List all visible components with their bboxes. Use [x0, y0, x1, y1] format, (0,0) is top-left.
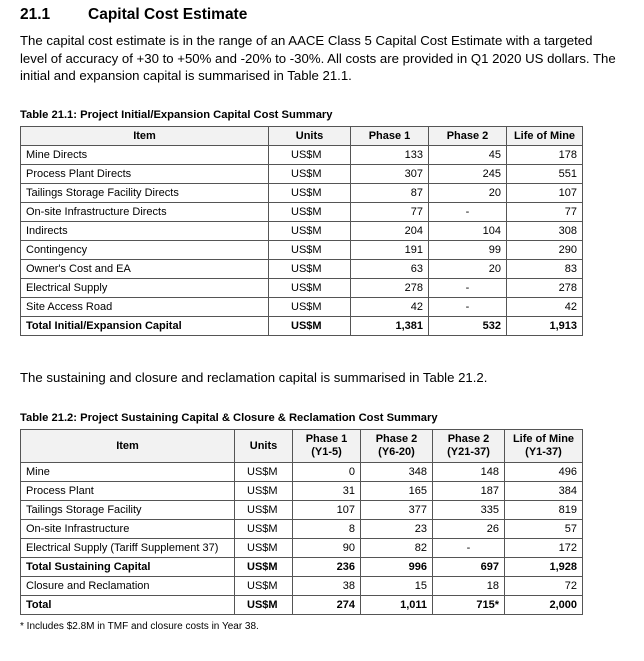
col-header-phase2-early	[361, 430, 433, 463]
table-row	[21, 520, 583, 539]
phase2-early-cell: 348	[361, 463, 433, 482]
col-header-life-of-mine	[505, 430, 583, 463]
phase1-cell: 133	[351, 146, 429, 165]
table-row	[21, 482, 583, 501]
header-line: Life of Mine	[512, 433, 575, 445]
col-header-units: Units	[235, 430, 293, 463]
life-of-mine-cell: 172	[505, 539, 583, 558]
phase2-cell: 532	[429, 317, 507, 336]
life-of-mine-cell: 496	[505, 463, 583, 482]
phase1-cell: 87	[351, 184, 429, 203]
life-of-mine-cell: 290	[507, 241, 583, 260]
life-of-mine-cell: 178	[507, 146, 583, 165]
life-of-mine-cell: 1,913	[507, 317, 583, 336]
phase1-cell: 191	[351, 241, 429, 260]
phase1-cell: 31	[293, 482, 361, 501]
header-line: (Y21-37)	[447, 446, 490, 458]
life-of-mine-cell: 42	[507, 298, 583, 317]
table-row	[21, 317, 583, 336]
units-cell: US$M	[235, 501, 293, 520]
sustaining-paragraph: The sustaining and closure and reclamation capital is summarised in Table 21.2.	[20, 370, 488, 385]
table-row	[21, 539, 583, 558]
phase1-cell: 1,381	[351, 317, 429, 336]
life-of-mine-cell: 308	[507, 222, 583, 241]
item-cell: Process Plant Directs	[21, 165, 269, 184]
table-row	[21, 596, 583, 615]
phase1-cell: 278	[351, 279, 429, 298]
item-cell: Mine	[21, 463, 235, 482]
phase1-cell: 38	[293, 577, 361, 596]
life-of-mine-cell: 57	[505, 520, 583, 539]
table-row	[21, 222, 583, 241]
life-of-mine-cell: 551	[507, 165, 583, 184]
units-cell: US$M	[269, 317, 351, 336]
item-cell: Process Plant	[21, 482, 235, 501]
units-cell: US$M	[235, 539, 293, 558]
life-of-mine-cell: 1,928	[505, 558, 583, 577]
phase2-cell: 99	[429, 241, 507, 260]
table-row	[21, 463, 583, 482]
phase2-cell: -	[429, 298, 507, 317]
units-cell: US$M	[235, 577, 293, 596]
phase2-late-cell: -	[433, 539, 505, 558]
units-cell: US$M	[269, 165, 351, 184]
units-cell: US$M	[269, 222, 351, 241]
phase1-cell: 8	[293, 520, 361, 539]
col-header-life-of-mine: Life of Mine	[507, 127, 583, 146]
item-cell: On-site Infrastructure Directs	[21, 203, 269, 222]
units-cell: US$M	[235, 463, 293, 482]
units-cell: US$M	[235, 596, 293, 615]
item-cell: Mine Directs	[21, 146, 269, 165]
item-cell: Indirects	[21, 222, 269, 241]
life-of-mine-cell: 2,000	[505, 596, 583, 615]
life-of-mine-cell: 384	[505, 482, 583, 501]
life-of-mine-cell: 278	[507, 279, 583, 298]
phase2-late-cell: 187	[433, 482, 505, 501]
life-of-mine-cell: 72	[505, 577, 583, 596]
table2-body	[21, 463, 583, 615]
item-cell: Contingency	[21, 241, 269, 260]
table-row	[21, 241, 583, 260]
life-of-mine-cell: 77	[507, 203, 583, 222]
table-row	[21, 558, 583, 577]
phase2-late-cell: 715*	[433, 596, 505, 615]
header-line: Phase 2	[375, 433, 418, 445]
phase2-early-cell: 82	[361, 539, 433, 558]
sustaining-capital-table	[20, 429, 583, 615]
phase2-early-cell: 23	[361, 520, 433, 539]
units-cell: US$M	[235, 520, 293, 539]
section-title: Capital Cost Estimate	[88, 6, 248, 23]
phase1-cell: 204	[351, 222, 429, 241]
phase2-cell: 20	[429, 184, 507, 203]
item-cell: Electrical Supply	[21, 279, 269, 298]
table-row	[21, 203, 583, 222]
phase2-early-cell: 377	[361, 501, 433, 520]
item-cell: Owner's Cost and EA	[21, 260, 269, 279]
header-line: (Y1-37)	[525, 446, 562, 458]
table-row	[21, 146, 583, 165]
table-row	[21, 298, 583, 317]
phase2-early-cell: 996	[361, 558, 433, 577]
item-cell: On-site Infrastructure	[21, 520, 235, 539]
section-number: 21.1	[20, 6, 51, 23]
phase2-late-cell: 697	[433, 558, 505, 577]
phase1-cell: 236	[293, 558, 361, 577]
item-cell: Tailings Storage Facility	[21, 501, 235, 520]
phase2-late-cell: 18	[433, 577, 505, 596]
item-cell: Closure and Reclamation	[21, 577, 235, 596]
table-header-row	[21, 430, 583, 463]
phase1-cell: 274	[293, 596, 361, 615]
phase2-cell: -	[429, 279, 507, 298]
phase1-cell: 90	[293, 539, 361, 558]
table-row	[21, 501, 583, 520]
item-cell: Site Access Road	[21, 298, 269, 317]
units-cell: US$M	[269, 184, 351, 203]
intro-paragraph: The capital cost estimate is in the range of an AACE Class 5 Capital Cost Estimate with a targeted level of accuracy of +30 to +50% and -20% to -30%. All costs are provided in Q1 2020 US dollars. The initial and expansion capital is summarised in Table 21.1.	[20, 33, 616, 83]
item-cell: Total	[21, 596, 235, 615]
phase2-cell: 45	[429, 146, 507, 165]
phase1-cell: 107	[293, 501, 361, 520]
col-header-phase1	[293, 430, 361, 463]
col-header-item: Item	[21, 430, 235, 463]
footnote: * Includes $2.8M in TMF and closure costs in Year 38.	[20, 621, 259, 632]
table-header-row	[21, 127, 583, 146]
units-cell: US$M	[235, 558, 293, 577]
units-cell: US$M	[269, 146, 351, 165]
phase2-late-cell: 148	[433, 463, 505, 482]
table-row	[21, 184, 583, 203]
phase2-late-cell: 335	[433, 501, 505, 520]
life-of-mine-cell: 819	[505, 501, 583, 520]
units-cell: US$M	[269, 260, 351, 279]
item-cell: Total Initial/Expansion Capital	[21, 317, 269, 336]
phase2-cell: 245	[429, 165, 507, 184]
units-cell: US$M	[269, 298, 351, 317]
col-header-phase1: Phase 1	[351, 127, 429, 146]
phase2-cell: 104	[429, 222, 507, 241]
item-cell: Tailings Storage Facility Directs	[21, 184, 269, 203]
phase2-early-cell: 15	[361, 577, 433, 596]
col-header-item: Item	[21, 127, 269, 146]
table1-body	[21, 146, 583, 336]
table-row	[21, 165, 583, 184]
units-cell: US$M	[269, 279, 351, 298]
phase2-early-cell: 1,011	[361, 596, 433, 615]
units-cell: US$M	[235, 482, 293, 501]
phase1-cell: 0	[293, 463, 361, 482]
units-cell: US$M	[269, 203, 351, 222]
life-of-mine-cell: 107	[507, 184, 583, 203]
life-of-mine-cell: 83	[507, 260, 583, 279]
phase1-cell: 42	[351, 298, 429, 317]
table-row	[21, 577, 583, 596]
table2-caption: Table 21.2: Project Sustaining Capital & Closure & Reclamation Cost Summary	[20, 412, 438, 424]
table1-caption: Table 21.1: Project Initial/Expansion Capital Cost Summary	[20, 109, 333, 121]
units-cell: US$M	[269, 241, 351, 260]
col-header-phase2: Phase 2	[429, 127, 507, 146]
phase2-cell: 20	[429, 260, 507, 279]
item-cell: Electrical Supply (Tariff Supplement 37)	[21, 539, 235, 558]
table-row	[21, 279, 583, 298]
initial-capital-table	[20, 126, 583, 336]
header-line: Phase 1	[305, 433, 348, 445]
header-line: (Y1-5)	[311, 446, 342, 458]
phase1-cell: 307	[351, 165, 429, 184]
col-header-phase2-late	[433, 430, 505, 463]
col-header-units: Units	[269, 127, 351, 146]
phase2-early-cell: 165	[361, 482, 433, 501]
section-heading	[20, 6, 247, 24]
table-row	[21, 260, 583, 279]
header-line: Phase 2	[447, 433, 490, 445]
phase1-cell: 63	[351, 260, 429, 279]
phase1-cell: 77	[351, 203, 429, 222]
phase2-late-cell: 26	[433, 520, 505, 539]
item-cell: Total Sustaining Capital	[21, 558, 235, 577]
header-line: (Y6-20)	[378, 446, 415, 458]
phase2-cell: -	[429, 203, 507, 222]
